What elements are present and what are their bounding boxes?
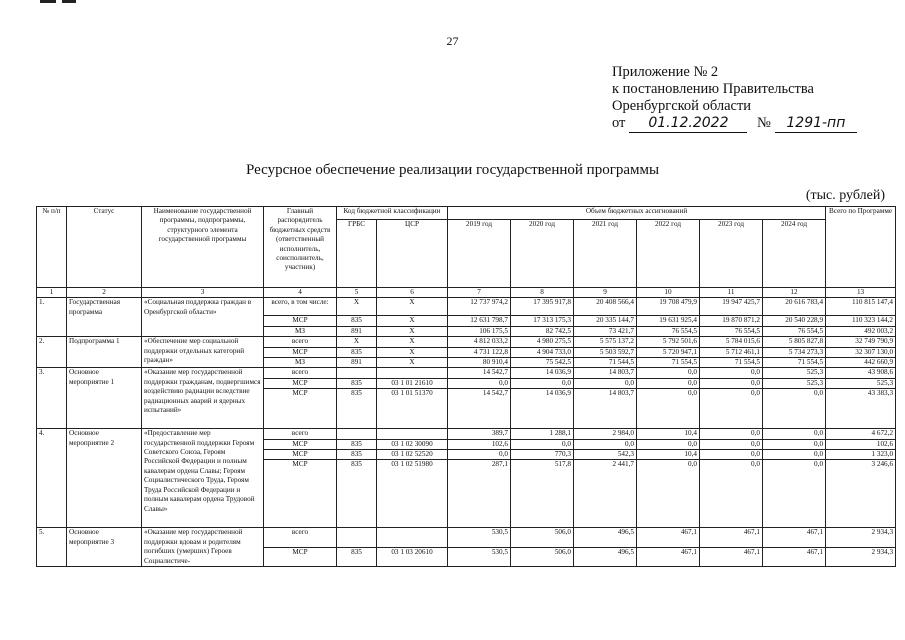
appendix-line: Приложение № 2 [612,64,719,80]
header-volume: Объем бюджетных ассигнований [448,207,826,220]
row-year-value: 0,0 [637,378,700,388]
row-year-value: 496,5 [574,547,637,566]
row-responsible: МСР [264,460,337,528]
row-csr: Х [377,337,448,347]
row-year-value: 506,0 [511,528,574,547]
row-year-value: 82 742,5 [511,326,574,336]
row-year-value: 20 408 566,4 [574,298,637,316]
row-total: 43 908,6 [826,368,896,378]
row-year-value: 80 910,4 [448,358,511,368]
row-grbs: 835 [337,389,377,429]
row-name: «Предоставление мер государственной поддержки Героям Советского Союза, Героям Российской Федерации и полным кавалерам ордена Славы; Героям Социалистического Труда, Героям Труда Российской Федерации и полным кавалерам ордена Трудовой Славы» [142,429,264,528]
row-grbs [337,429,377,439]
row-responsible: МСР [264,316,337,326]
row-grbs: 835 [337,460,377,528]
header-year: 2020 год [511,220,574,288]
row-year-value: 0,0 [637,460,700,528]
row-year-value: 0,0 [700,378,763,388]
row-year-value: 71 544,5 [574,358,637,368]
header-responsible: Главный распорядитель бюджетных средств (ответственный исполнитель, соисполнитель, участник) [264,207,337,288]
row-year-value: 2 984,0 [574,429,637,439]
units-note: (тыс. рублей) [805,188,885,203]
row-year-value: 0,0 [574,439,637,449]
row-num: 4. [37,429,67,528]
row-status: Подпрограмма 1 [67,337,142,368]
row-year-value: 75 542,5 [511,358,574,368]
header-year: 2021 год [574,220,637,288]
row-responsible: МЗ [264,358,337,368]
row-year-value: 14 803,7 [574,389,637,429]
row-grbs: 891 [337,358,377,368]
row-num: 5. [37,528,67,567]
row-year-value: 73 421,7 [574,326,637,336]
row-year-value: 0,0 [700,439,763,449]
column-number: 8 [511,288,574,298]
row-year-value: 5 792 501,6 [637,337,700,347]
appendix-line: Оренбургской области [612,98,752,114]
row-year-value: 1 288,1 [511,429,574,439]
row-year-value: 467,1 [763,547,826,566]
row-year-value: 12 737 974,2 [448,298,511,316]
resolution-number: 1291-пп [786,115,846,131]
row-year-value: 0,0 [574,378,637,388]
row-responsible: всего [264,337,337,347]
row-year-value: 496,5 [574,528,637,547]
row-grbs: 835 [337,439,377,449]
row-year-value: 19 708 479,9 [637,298,700,316]
row-year-value: 467,1 [637,547,700,566]
row-grbs: 835 [337,378,377,388]
row-year-value: 4 980 275,5 [511,337,574,347]
row-year-value: 5 720 947,1 [637,347,700,357]
row-year-value: 20 540 228,9 [763,316,826,326]
row-year-value: 0,0 [511,439,574,449]
row-responsible: всего [264,528,337,547]
column-number: 11 [700,288,763,298]
row-year-value: 14 036,9 [511,368,574,378]
row-name: «Оказание мер государственной поддержки вдовам и родителям погибших (умерших) Героев Социалистиче- [142,528,264,567]
row-csr: 03 1 01 21610 [377,378,448,388]
row-year-value: 17 313 175,3 [511,316,574,326]
table-row [37,337,896,347]
header-status: Статус [67,207,142,288]
row-year-value: 530,5 [448,547,511,566]
row-responsible: МСР [264,389,337,429]
row-year-value: 0,0 [637,368,700,378]
column-number: 6 [377,288,448,298]
row-year-value: 0,0 [700,368,763,378]
header-year: 2022 год [637,220,700,288]
row-year-value: 5 734 273,3 [763,347,826,357]
row-total: 3 246,6 [826,460,896,528]
row-year-value: 0,0 [763,439,826,449]
row-name: «Социальная поддержка граждан в Оренбургской области» [142,298,264,337]
row-year-value: 0,0 [448,378,511,388]
row-total: 102,6 [826,439,896,449]
row-year-value: 20 616 783,4 [763,298,826,316]
row-csr: Х [377,316,448,326]
row-year-value: 71 554,5 [763,358,826,368]
row-total: 1 323,0 [826,450,896,460]
row-year-value: 517,8 [511,460,574,528]
row-csr: 03 1 03 20610 [377,547,448,566]
row-total: 2 934,3 [826,528,896,547]
row-total: 525,3 [826,378,896,388]
number-prefix: № [757,115,771,131]
row-csr: Х [377,326,448,336]
row-year-value: 14 803,7 [574,368,637,378]
scan-mark [40,0,56,3]
row-grbs [337,368,377,378]
row-total: 110 323 144,2 [826,316,896,326]
row-year-value: 76 554,5 [700,326,763,336]
column-number: 12 [763,288,826,298]
row-year-value: 525,3 [763,368,826,378]
row-year-value: 506,0 [511,547,574,566]
header-row [37,207,896,220]
row-grbs: Х [337,298,377,316]
row-csr: 03 1 01 51370 [377,389,448,429]
row-year-value: 10,4 [637,429,700,439]
row-year-value: 0,0 [700,429,763,439]
row-csr: Х [377,358,448,368]
row-csr: 03 1 02 30090 [377,439,448,449]
row-total: 4 672,2 [826,429,896,439]
column-number: 4 [264,288,337,298]
row-total: 442 660,9 [826,358,896,368]
row-year-value: 0,0 [637,389,700,429]
resolution-date: 01.12.2022 [648,115,729,131]
row-responsible: всего [264,429,337,439]
header-year: 2023 год [700,220,763,288]
row-year-value: 4 731 122,8 [448,347,511,357]
row-year-value: 14 542,7 [448,368,511,378]
header-year: 2024 год [763,220,826,288]
header-num: № п/п [37,207,67,288]
row-year-value: 5 575 137,2 [574,337,637,347]
row-year-value: 71 554,5 [637,358,700,368]
row-year-value: 525,3 [763,378,826,388]
row-total: 492 003,2 [826,326,896,336]
row-year-value: 5 784 015,6 [700,337,763,347]
row-responsible: МСР [264,547,337,566]
row-year-value: 467,1 [763,528,826,547]
column-number: 10 [637,288,700,298]
header-year: 2019 год [448,220,511,288]
row-responsible: МЗ [264,326,337,336]
row-year-value: 0,0 [511,378,574,388]
row-total: 32 749 790,9 [826,337,896,347]
row-grbs [337,528,377,547]
row-csr [377,429,448,439]
row-num: 1. [37,298,67,337]
row-year-value: 5 503 592,7 [574,347,637,357]
row-year-value: 389,7 [448,429,511,439]
row-year-value: 0,0 [763,460,826,528]
row-year-value: 4 904 733,0 [511,347,574,357]
row-year-value: 5 805 827,8 [763,337,826,347]
document-title: Ресурсное обеспечение реализации государственной программы [245,162,660,178]
row-total: 2 934,3 [826,547,896,566]
table-row [37,298,896,316]
row-year-value: 76 554,5 [637,326,700,336]
row-responsible: всего, в том числе: [264,298,337,316]
row-name: «Обеспечение мер социальной поддержки отдельных категорий граждан» [142,337,264,368]
row-num: 3. [37,368,67,429]
row-year-value: 530,5 [448,528,511,547]
row-csr [377,528,448,547]
row-year-value: 14 036,9 [511,389,574,429]
page-number: 27 [446,34,459,48]
row-year-value: 12 631 798,7 [448,316,511,326]
column-number: 7 [448,288,511,298]
appendix-block [612,64,857,133]
table-body [37,207,896,567]
row-grbs: 835 [337,450,377,460]
row-year-value: 0,0 [763,389,826,429]
column-number: 2 [67,288,142,298]
row-total: 32 307 130,0 [826,347,896,357]
column-number: 5 [337,288,377,298]
row-year-value: 0,0 [700,450,763,460]
row-name: «Оказание мер государственной поддержки гражданам, подвергшимся воздействию радиации вследствие радиационных аварий и ядерных испытаний» [142,368,264,429]
row-year-value: 770,3 [511,450,574,460]
resolution-date-line [612,115,857,133]
row-year-value: 19 947 425,7 [700,298,763,316]
row-responsible: всего [264,368,337,378]
row-csr: 03 1 02 51980 [377,460,448,528]
row-year-value: 4 812 033,2 [448,337,511,347]
row-grbs: Х [337,337,377,347]
row-total: 43 383,3 [826,389,896,429]
row-year-value: 0,0 [700,460,763,528]
row-year-value: 0,0 [763,429,826,439]
date-prefix: от [612,115,626,131]
row-year-value: 542,3 [574,450,637,460]
row-year-value: 467,1 [700,528,763,547]
table-row [37,528,896,547]
row-year-value: 467,1 [700,547,763,566]
column-number: 3 [142,288,264,298]
row-year-value: 17 395 917,8 [511,298,574,316]
header-name: Наименование государственной программы, подпрограммы, структурного элемента государственной программы [142,207,264,288]
row-num: 2. [37,337,67,368]
row-year-value: 0,0 [637,439,700,449]
row-year-value: 76 554,5 [763,326,826,336]
row-grbs: 835 [337,547,377,566]
row-status: Основное мероприятие 2 [67,429,142,528]
row-csr: 03 1 02 52520 [377,450,448,460]
column-number: 9 [574,288,637,298]
row-total: 110 815 147,4 [826,298,896,316]
row-csr: Х [377,347,448,357]
row-responsible: МСР [264,439,337,449]
row-year-value: 0,0 [700,389,763,429]
row-grbs: 835 [337,316,377,326]
header-kbk: Код бюджетной классификации [337,207,448,220]
table-row [37,429,896,439]
row-csr [377,368,448,378]
row-year-value: 2 441,7 [574,460,637,528]
row-responsible: МСР [264,450,337,460]
column-number: 1 [37,288,67,298]
row-year-value: 5 712 461,1 [700,347,763,357]
row-csr: Х [377,298,448,316]
row-year-value: 19 870 871,2 [700,316,763,326]
row-year-value: 467,1 [637,528,700,547]
row-year-value: 19 631 925,4 [637,316,700,326]
row-year-value: 10,4 [637,450,700,460]
column-number-row [37,288,896,298]
row-status: Основное мероприятие 3 [67,528,142,567]
row-status: Основное мероприятие 1 [67,368,142,429]
table-row [37,368,896,378]
scan-mark [62,0,76,3]
row-responsible: МСР [264,378,337,388]
row-year-value: 102,6 [448,439,511,449]
row-year-value: 0,0 [448,450,511,460]
row-grbs: 835 [337,347,377,357]
row-responsible: МСР [264,347,337,357]
appendix-line: к постановлению Правительства [612,81,814,97]
row-year-value: 0,0 [763,450,826,460]
row-year-value: 71 554,5 [700,358,763,368]
row-status: Государственная программа [67,298,142,337]
header-total: Всего по Программе [826,207,896,288]
column-number: 13 [826,288,896,298]
header-grbs: ГРБС [337,220,377,288]
resource-table [36,206,896,567]
row-year-value: 14 542,7 [448,389,511,429]
row-year-value: 287,1 [448,460,511,528]
row-year-value: 106 175,5 [448,326,511,336]
row-year-value: 20 335 144,7 [574,316,637,326]
header-csr: ЦСР [377,220,448,288]
row-grbs: 891 [337,326,377,336]
